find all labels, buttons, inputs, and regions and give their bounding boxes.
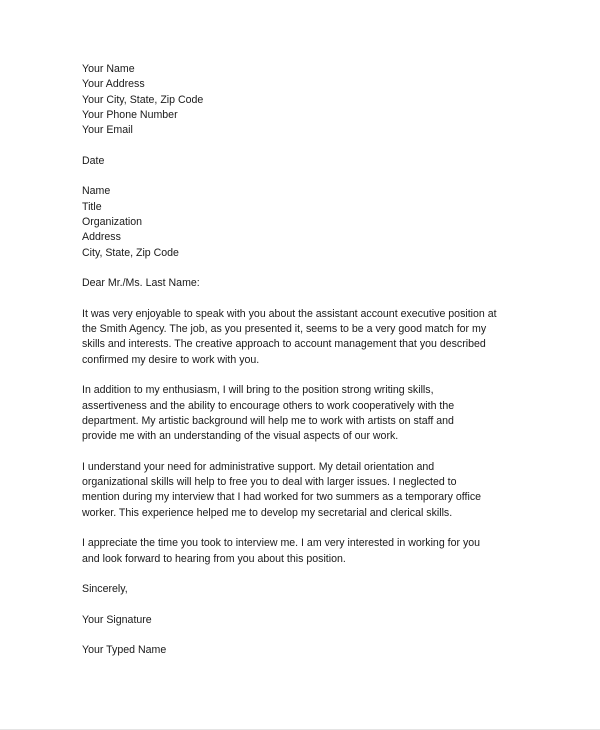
body-paragraph xyxy=(82,307,522,368)
body-paragraph xyxy=(82,383,522,444)
sender-email: Your Email xyxy=(82,124,133,137)
paragraph-line: I understand your need for administrative support. My detail orientation and xyxy=(82,460,435,473)
recipient-city-state-zip: City, State, Zip Code xyxy=(82,246,179,259)
paragraph-line: provide me with an understanding of the visual aspects of our work. xyxy=(82,430,399,443)
paragraph-line: the Smith Agency. The job, as you presented it, seems to be a very good match for my xyxy=(82,323,487,336)
paragraph-line: department. My artistic background will help me to work with artists on staff and xyxy=(82,414,454,427)
paragraph-line: and look forward to hearing from you about this position. xyxy=(82,552,346,565)
signature-block xyxy=(82,613,522,628)
paragraph-line: It was very enjoyable to speak with you about the assistant account executive position at xyxy=(82,307,497,320)
typed-name: Your Typed Name xyxy=(82,644,167,657)
recipient-title: Title xyxy=(82,200,102,213)
salutation: Dear Mr./Ms. Last Name: xyxy=(82,277,200,290)
recipient-block xyxy=(82,184,522,260)
paragraph-line: organizational skills will help to free you to deal with larger issues. I neglected to xyxy=(82,476,457,489)
salutation-block xyxy=(82,276,522,291)
signature: Your Signature xyxy=(82,613,152,626)
closing: Sincerely, xyxy=(82,583,128,596)
typed-name-block xyxy=(82,643,522,658)
sender-block xyxy=(82,62,522,138)
paragraph-line: assertiveness and the ability to encourage others to work cooperatively with the xyxy=(82,399,455,412)
paragraph-line: worker. This experience helped me to develop my secretarial and clerical skills. xyxy=(82,506,453,519)
closing-block xyxy=(82,582,522,597)
sender-name: Your Name xyxy=(82,63,135,75)
recipient-address: Address xyxy=(82,231,121,244)
date-block xyxy=(82,154,522,169)
letter-date: Date xyxy=(82,154,105,167)
paragraph-line: skills and interests. The creative approach to account management that you described xyxy=(82,338,486,351)
sender-city-state-zip: Your City, State, Zip Code xyxy=(82,93,204,106)
body-paragraph xyxy=(82,460,522,521)
sender-phone: Your Phone Number xyxy=(82,108,178,121)
recipient-organization: Organization xyxy=(82,215,143,228)
paragraph-line: mention during my interview that I had worked for two summers as a temporary office xyxy=(82,491,482,504)
paragraph-line: In addition to my enthusiasm, I will bring to the position strong writing skills, xyxy=(82,384,434,397)
cover-letter xyxy=(82,62,522,674)
sender-address: Your Address xyxy=(82,78,145,91)
recipient-name: Name xyxy=(82,185,111,198)
paragraph-line: confirmed my desire to work with you. xyxy=(82,353,260,366)
paragraph-line: I appreciate the time you took to interview me. I am very interested in working for you xyxy=(82,537,481,550)
body-paragraph xyxy=(82,536,522,567)
